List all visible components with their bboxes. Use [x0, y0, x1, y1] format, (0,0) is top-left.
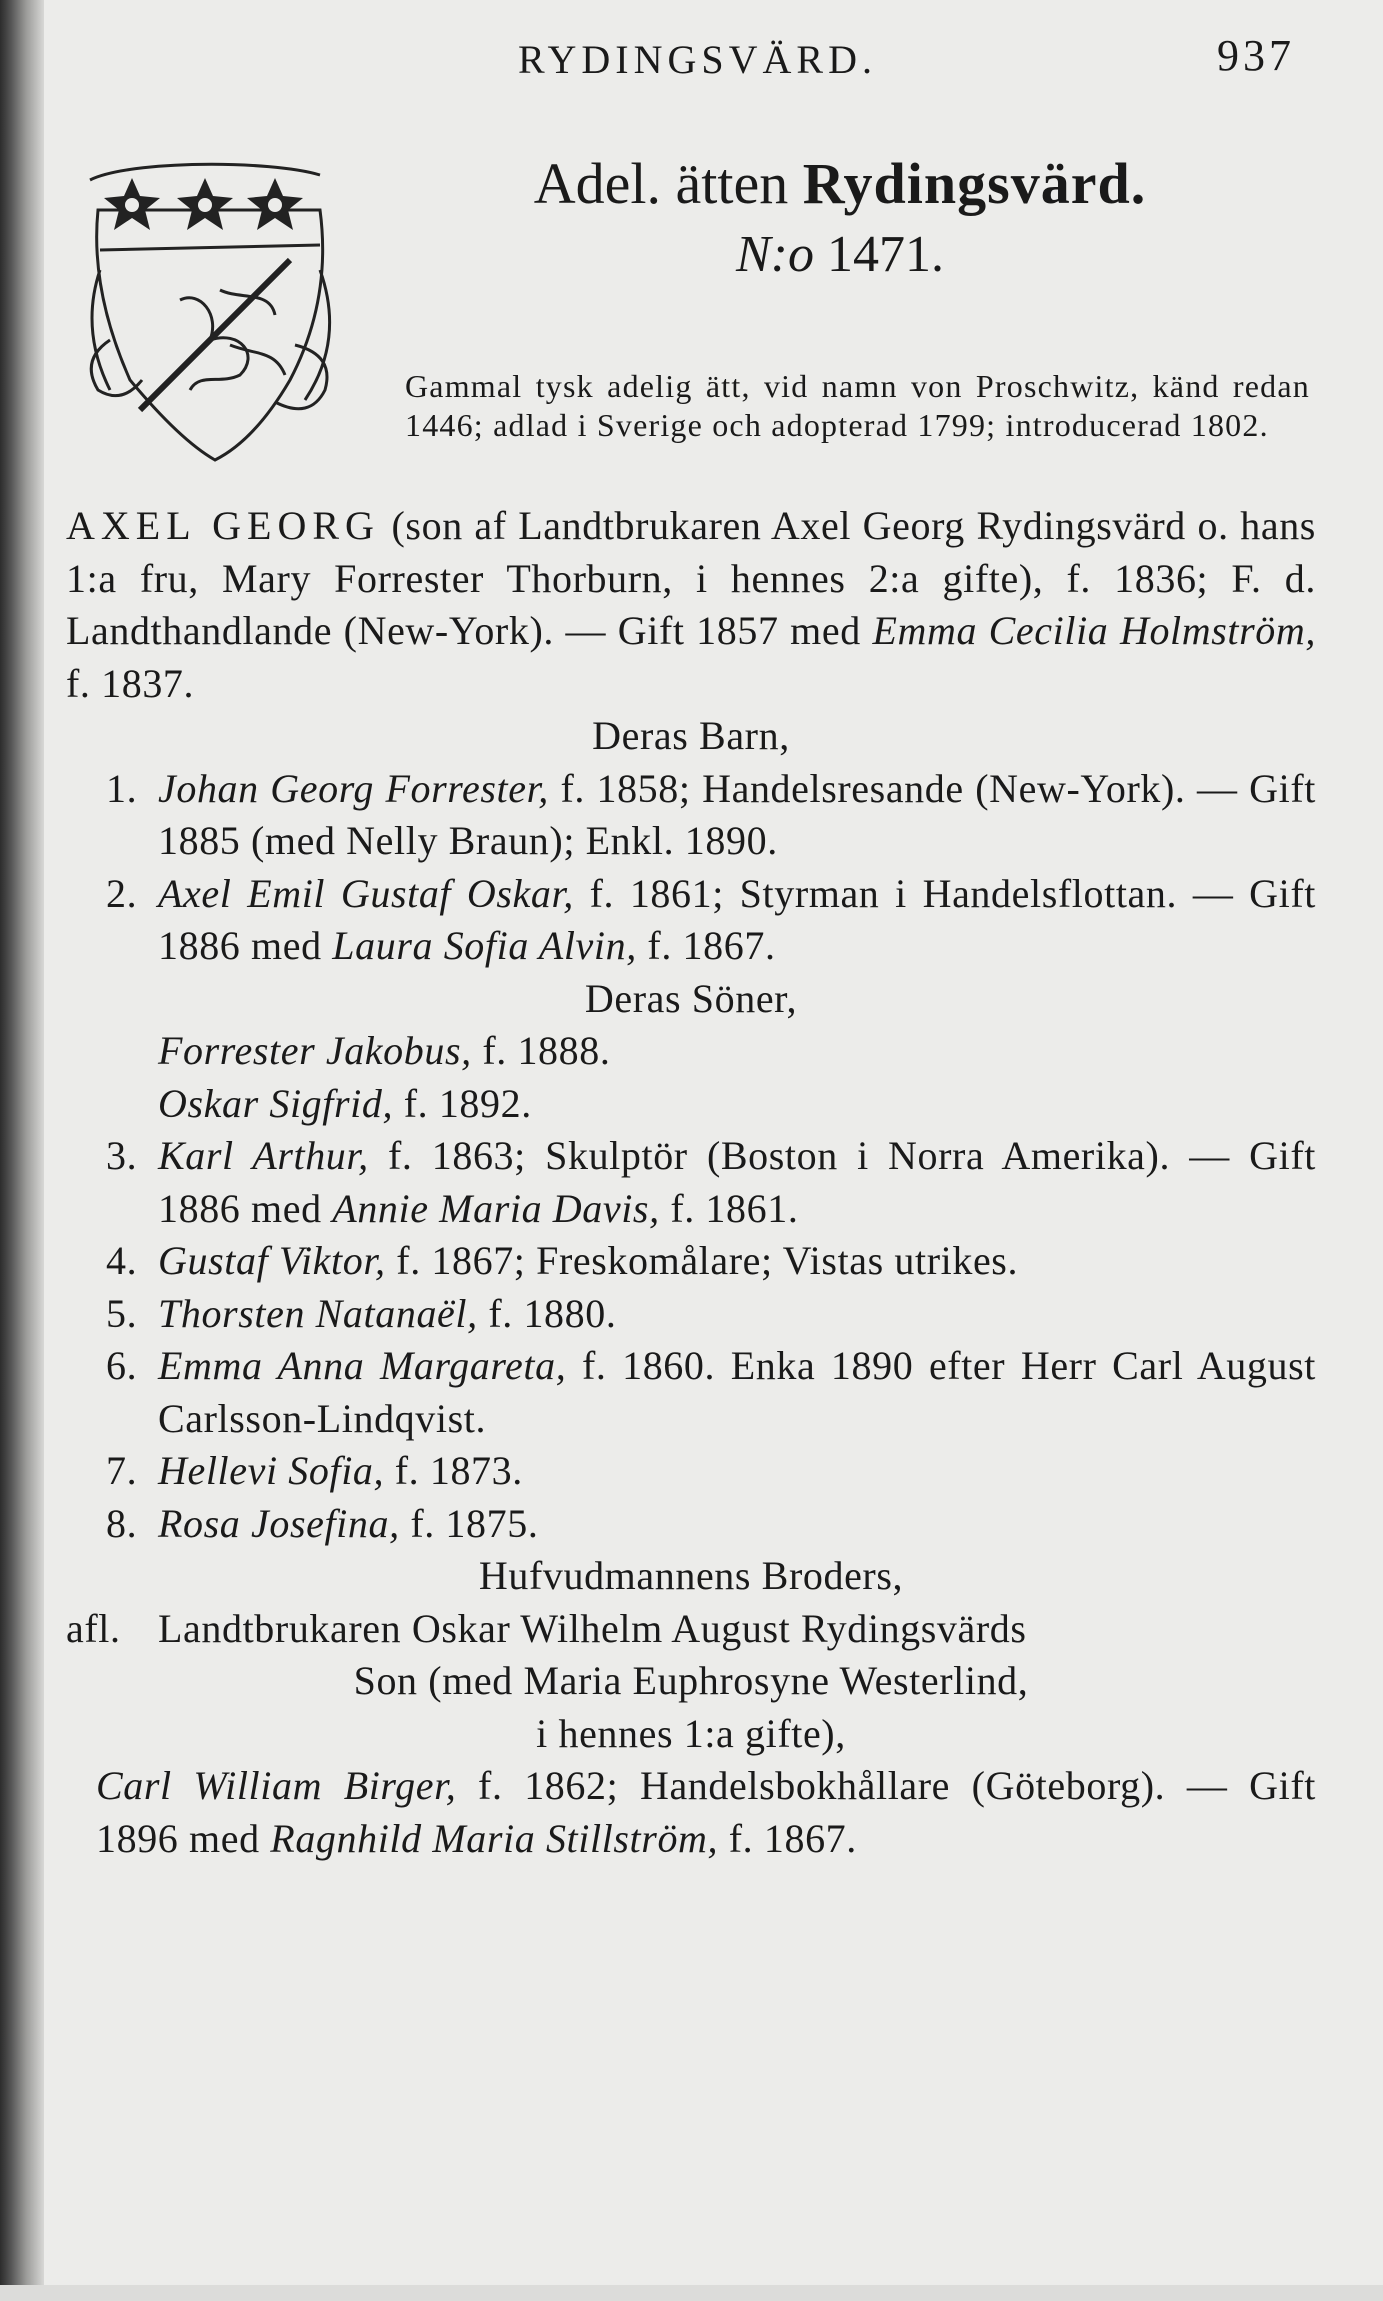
- child-text: f. 1861; Styrman i Handelsflottan. — Gift 1886 med: [158, 870, 1316, 968]
- genealogy-text: [66, 500, 1316, 1865]
- child-text: f. 1867; Freskomålare; Vistas utrikes.: [396, 1238, 1019, 1283]
- child-name: Gustaf Viktor,: [158, 1238, 386, 1283]
- family-number-value: 1471.: [827, 226, 944, 283]
- children-heading: Deras Barn,: [592, 713, 790, 758]
- child-spouse: Laura Sofia Alvin,: [332, 923, 637, 968]
- grandson-name: Oskar Sigfrid,: [158, 1080, 394, 1126]
- child-name: Emma Anna Margareta,: [158, 1343, 567, 1388]
- child-number: 4.: [106, 1238, 138, 1283]
- child-number: 3.: [106, 1133, 138, 1178]
- list-item: [66, 1498, 1316, 1551]
- child-number: 5.: [106, 1290, 138, 1336]
- brother-son-spouse: Ragnhild Maria Stillström,: [270, 1815, 719, 1861]
- brother-line: [66, 1603, 1316, 1656]
- sons-heading: Deras Söner,: [584, 975, 798, 1021]
- family-number: [360, 225, 1320, 284]
- running-header: [100, 30, 1295, 90]
- child-spouse: Annie Maria Davis,: [332, 1185, 660, 1231]
- child-tail: f. 1867.: [647, 923, 776, 968]
- child-text: f. 1880.: [488, 1290, 617, 1336]
- family-title-prefix: Adel. ätten: [533, 151, 789, 216]
- child-text: f. 1863; Skulptör (Boston i Norra Amerika). — Gift 1886 med: [158, 1133, 1316, 1231]
- head-spouse-tail: f. 1837.: [66, 660, 195, 706]
- child-number: 7.: [106, 1448, 138, 1493]
- book-spine-shadow: [0, 0, 44, 2285]
- family-name: Rydingsvärd.: [802, 151, 1147, 216]
- child-name: Rosa Josefina,: [158, 1500, 400, 1546]
- list-item: [66, 763, 1316, 868]
- head-name: AXEL GEORG: [66, 503, 380, 548]
- list-item: [66, 1235, 1316, 1288]
- list-item: [66, 868, 1316, 973]
- page-bottom-margin: [0, 2285, 1383, 2301]
- family-intro: Gammal tysk adelig ätt, vid namn von Proschwitz, känd redan 1446; adlad i Sverige och adopterad 1799; introducerad 1802.: [405, 368, 1310, 443]
- brother-son: [66, 1760, 1316, 1865]
- brother-heading: Hufvudmannens Broders,: [478, 1553, 904, 1598]
- child-number: 6.: [106, 1343, 138, 1388]
- brother-line-2: Son (med Maria Euphrosyne Westerlind,: [353, 1658, 1029, 1703]
- brother-line-1: Landtbrukaren Oskar Wilhelm August Rydingsvärds: [158, 1605, 1027, 1651]
- list-item: [66, 1130, 1316, 1235]
- grandson-text: f. 1888.: [482, 1028, 611, 1073]
- child-text: f. 1875.: [410, 1500, 539, 1546]
- brother-line-3: i hennes 1:a gifte),: [536, 1710, 846, 1756]
- child-number: 1.: [106, 765, 138, 811]
- child-name: Johan Georg Forrester,: [158, 765, 549, 811]
- child-number: 8.: [106, 1500, 138, 1546]
- list-item: [66, 1445, 1316, 1498]
- head-spouse: Emma Cecilia Holmström,: [872, 608, 1316, 653]
- child-number: 2.: [106, 870, 138, 916]
- child-text: f. 1873.: [394, 1448, 523, 1493]
- head-of-family: [66, 500, 1316, 710]
- child-name: Hellevi Sofia,: [158, 1448, 385, 1493]
- child-name: Axel Emil Gustaf Oskar,: [158, 870, 574, 916]
- list-item: [66, 1288, 1316, 1341]
- page-number: 937: [1217, 31, 1295, 80]
- child-name: Thorsten Natanaël,: [158, 1290, 478, 1336]
- child-text: f. 1860. Enka 1890 efter Herr Carl August Carlsson-Lindqvist.: [158, 1343, 1316, 1441]
- grandson: [66, 1025, 1316, 1078]
- child-tail: f. 1861.: [670, 1185, 799, 1231]
- grandson-text: f. 1892.: [403, 1080, 532, 1126]
- brother-lead: afl.: [66, 1605, 121, 1651]
- family-number-label: N:o: [736, 226, 814, 283]
- brother-son-text: f. 1862; Handelsbokhållare (Göteborg). — Gift 1896 med: [96, 1763, 1316, 1861]
- child-text: f. 1858; Handelsresande (New-York). — Gift 1885 (med Nelly Braun); Enkl. 1890.: [158, 765, 1316, 863]
- head-text: (son af Landtbrukaren Axel Georg Rydingsvärd o. hans 1:a fru, Mary Forrester Thorburn, i hennes 2:a gifte), f. 1836; F. d. Landthandlande (New-York). — Gift 1857 med: [66, 503, 1316, 653]
- brother-son-tail: f. 1867.: [728, 1815, 857, 1861]
- running-title: RYDINGSVÄRD.: [518, 37, 877, 82]
- child-name: Karl Arthur,: [158, 1133, 369, 1178]
- coat-of-arms-icon: [70, 140, 350, 480]
- list-item: [66, 1340, 1316, 1445]
- brother-son-name: Carl William Birger,: [96, 1763, 457, 1808]
- grandson: [66, 1078, 1316, 1131]
- grandson-name: Forrester Jakobus,: [158, 1028, 472, 1073]
- family-title: [360, 150, 1320, 217]
